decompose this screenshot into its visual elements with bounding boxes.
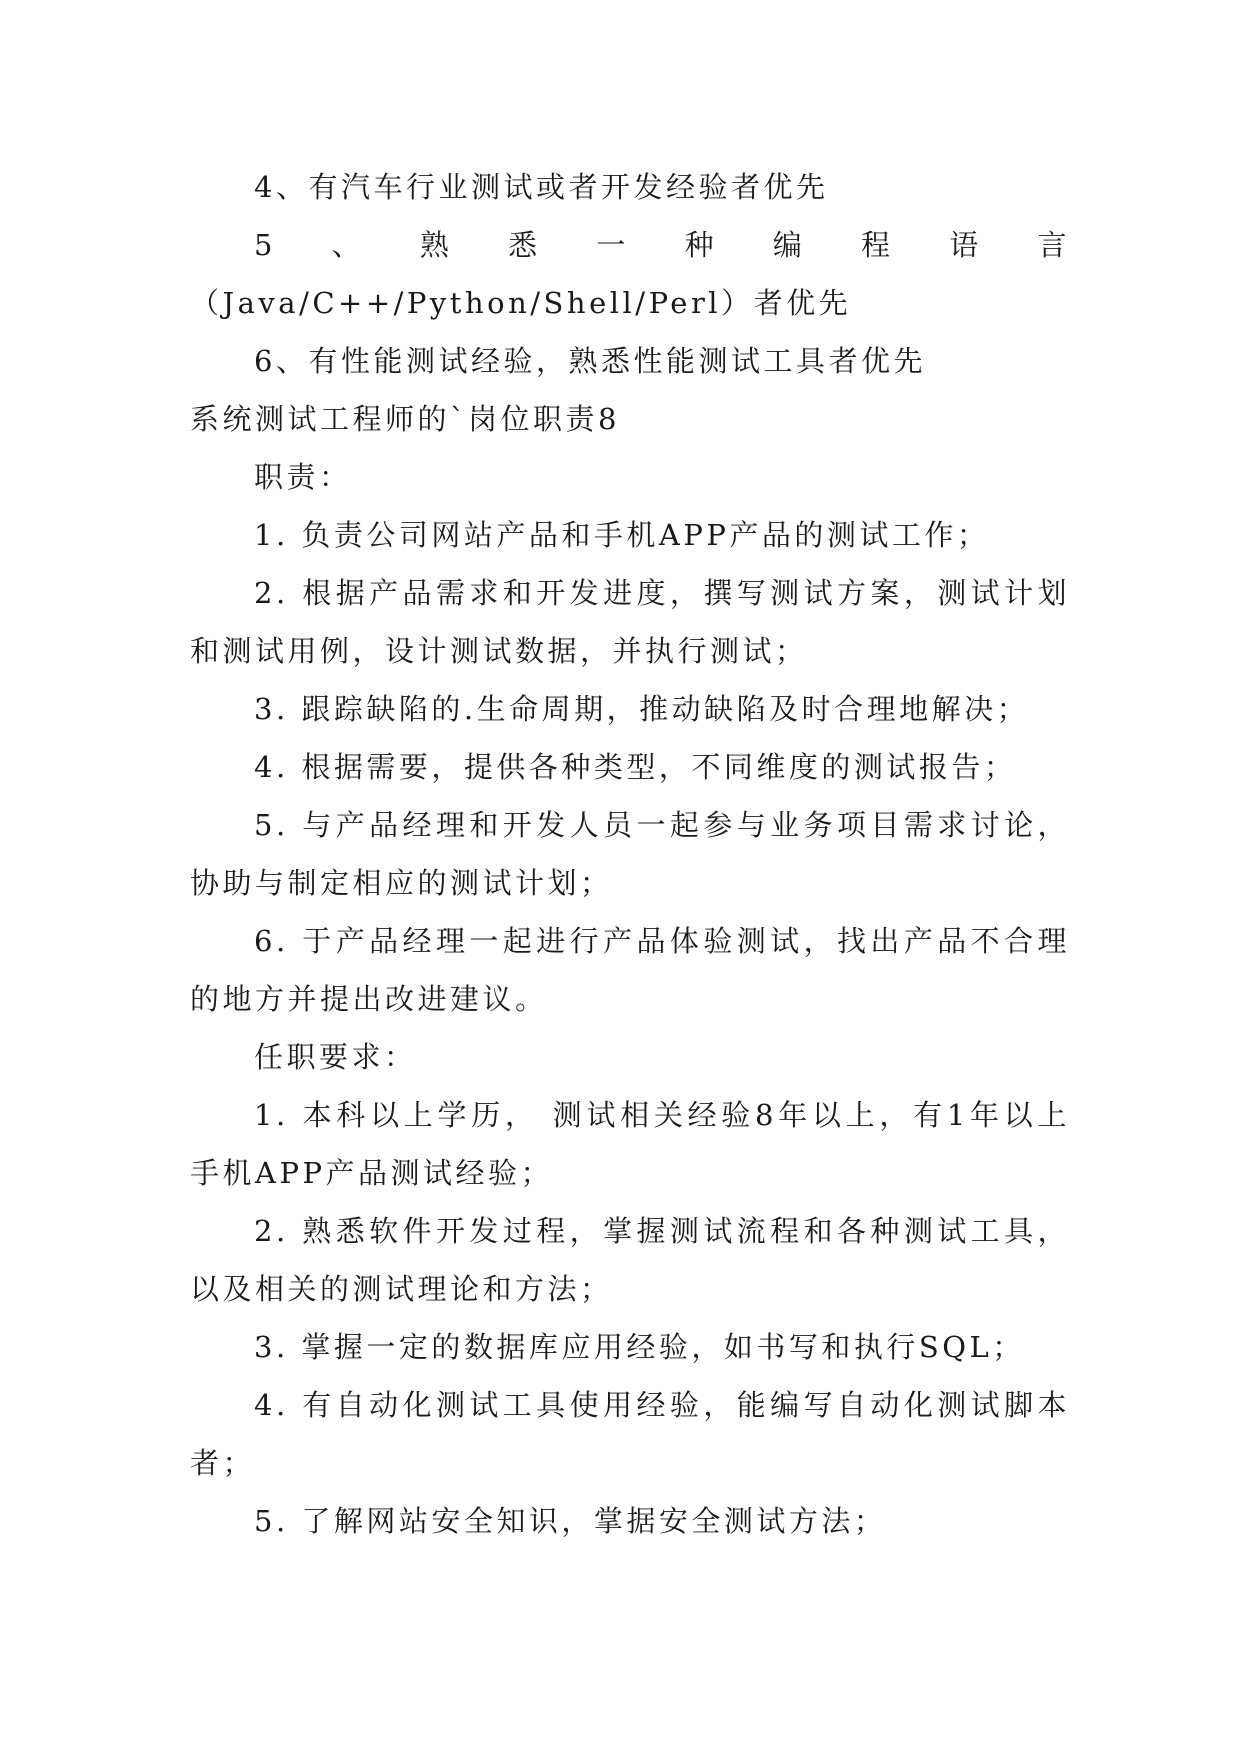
list-item: 5. 与产品经理和开发人员一起参与业务项目需求讨论，协助与制定相应的测试计划； [190,808,1070,900]
list-item: 2. 熟悉软件开发过程，掌握测试流程和各种测试工具，以及相关的测试理论和方法； [190,1214,1070,1306]
section-heading: 系统测试工程师的`岗位职责8 [190,402,620,436]
list-item: 2. 根据产品需求和开发进度，撰写测试方案，测试计划和测试用例，设计测试数据，并执行测试； [190,576,1070,668]
list-item: 4. 根据需要，提供各种类型，不同维度的测试报告； [254,750,1017,784]
list-item: 3. 跟踪缺陷的.生命周期，推动缺陷及时合理地解决； [254,692,1030,726]
subheading-requirements: 任职要求： [254,1040,417,1074]
paragraph: 5、熟悉一种编程语言（Java/C++/Python/Shell/Perl）者优先 [190,228,1070,320]
paragraph: 6、有性能测试经验，熟悉性能测试工具者优先 [254,344,926,378]
list-item: 1. 本科以上学历， 测试相关经验8年以上，有1年以上手机APP产品测试经验； [190,1098,1070,1190]
list-item: 1. 负责公司网站产品和手机APP产品的测试工作； [254,518,990,552]
paragraph: 4、有汽车行业测试或者开发经验者优先 [254,170,829,204]
subheading-duties: 职责： [254,460,352,494]
list-item: 4. 有自动化测试工具使用经验，能编写自动化测试脚本者； [190,1388,1070,1480]
list-item: 3. 掌握一定的数据库应用经验，如书写和执行SQL； [254,1330,1025,1364]
list-item: 6. 于产品经理一起进行产品体验测试，找出产品不合理的地方并提出改进建议。 [190,924,1070,1016]
list-item: 5. 了解网站安全知识，掌据安全测试方法； [254,1504,887,1538]
document-body [190,158,1070,1550]
